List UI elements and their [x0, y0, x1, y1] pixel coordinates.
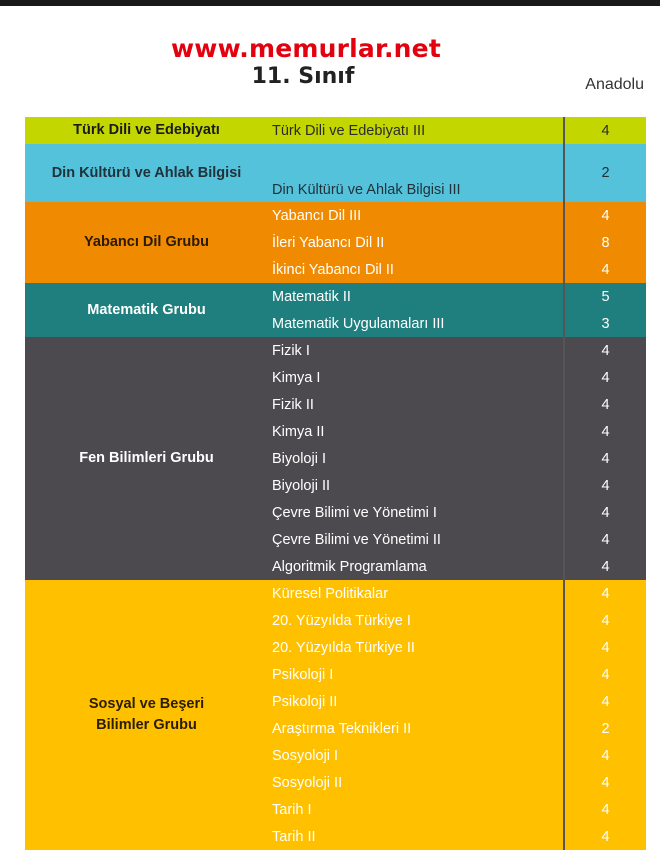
course-hours: 5 [564, 283, 646, 310]
course-hours: 4 [564, 553, 646, 580]
course-name: İleri Yabancı Dil II [268, 229, 564, 256]
course-name: Kimya II [268, 418, 564, 445]
course-hours: 4 [564, 202, 646, 229]
school-type-header: Anadolu [585, 76, 644, 93]
course-name: Matematik Uygulamaları III [268, 310, 564, 337]
top-border-line [0, 0, 660, 6]
course-hours: 4 [564, 661, 646, 688]
course-name: İkinci Yabancı Dil II [268, 256, 564, 283]
group-name: Türk Dili ve Edebiyatı [25, 117, 268, 144]
course-name: Din Kültürü ve Ahlak Bilgisi III [268, 144, 564, 202]
course-name: 20. Yüzyılda Türkiye I [268, 607, 564, 634]
course-hours: 4 [564, 607, 646, 634]
group-name: Fen Bilimleri Grubu [25, 337, 268, 580]
course-table [25, 117, 646, 850]
table-row [25, 283, 646, 310]
course-name: Biyoloji I [268, 445, 564, 472]
course-name: Sosyoloji I [268, 742, 564, 769]
course-name: Psikoloji I [268, 661, 564, 688]
course-hours: 4 [564, 117, 646, 144]
course-hours: 4 [564, 634, 646, 661]
course-name: Sosyoloji II [268, 769, 564, 796]
course-name: Algoritmik Programlama [268, 553, 564, 580]
course-hours: 4 [564, 526, 646, 553]
course-hours: 4 [564, 472, 646, 499]
course-hours: 4 [564, 337, 646, 364]
course-name: 20. Yüzyılda Türkiye II [268, 634, 564, 661]
course-hours: 4 [564, 499, 646, 526]
course-name: Araştırma Teknikleri II [268, 715, 564, 742]
course-name: Türk Dili ve Edebiyatı III [268, 117, 564, 144]
course-hours: 4 [564, 391, 646, 418]
course-hours: 4 [564, 445, 646, 472]
table-row [25, 337, 646, 364]
course-hours: 3 [564, 310, 646, 337]
course-hours: 2 [564, 144, 646, 202]
course-name: Fizik II [268, 391, 564, 418]
group-name: Din Kültürü ve Ahlak Bilgisi [25, 144, 268, 202]
group-name: Sosyal ve Beşeri Bilimler Grubu [25, 580, 268, 850]
course-hours: 4 [564, 364, 646, 391]
course-hours: 2 [564, 715, 646, 742]
course-name: Tarih II [268, 823, 564, 850]
watermark: www.memurlar.net [171, 34, 441, 63]
course-name: Tarih I [268, 796, 564, 823]
course-name: Küresel Politikalar [268, 580, 564, 607]
page-title: 11. Sınıf [251, 64, 355, 89]
course-hours: 4 [564, 769, 646, 796]
table-row [25, 144, 646, 202]
group-name: Matematik Grubu [25, 283, 268, 337]
group-name: Yabancı Dil Grubu [25, 202, 268, 283]
course-hours: 4 [564, 418, 646, 445]
course-name: Matematik II [268, 283, 564, 310]
table-row [25, 117, 646, 144]
course-name: Yabancı Dil III [268, 202, 564, 229]
course-hours: 4 [564, 742, 646, 769]
course-name: Kimya I [268, 364, 564, 391]
course-name: Psikoloji II [268, 688, 564, 715]
course-hours: 4 [564, 256, 646, 283]
course-hours: 4 [564, 823, 646, 850]
table-row [25, 580, 646, 607]
course-name: Fizik I [268, 337, 564, 364]
course-name: Çevre Bilimi ve Yönetimi I [268, 499, 564, 526]
course-hours: 8 [564, 229, 646, 256]
course-hours: 4 [564, 796, 646, 823]
course-name: Biyoloji II [268, 472, 564, 499]
table-row [25, 202, 646, 229]
course-hours: 4 [564, 688, 646, 715]
course-name: Çevre Bilimi ve Yönetimi II [268, 526, 564, 553]
course-hours: 4 [564, 580, 646, 607]
